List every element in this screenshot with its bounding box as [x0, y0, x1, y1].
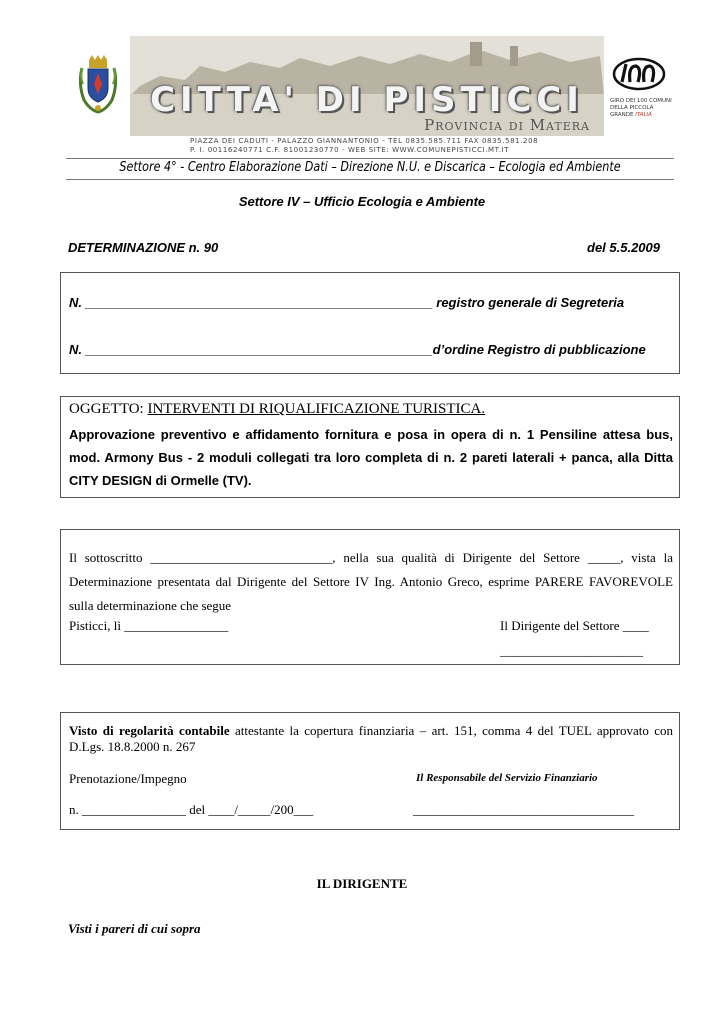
booking-label: Prenotazione/Impegno [69, 771, 187, 786]
accounting-box [60, 712, 680, 830]
header-top-rule [66, 158, 674, 159]
opinion-box [60, 529, 680, 665]
place-date-line: Pisticci, lì ________________ [69, 618, 229, 633]
opinion-text: Il sottoscritto ____________________________, nella sua qualità di Dirigente del Settore _____, vista la Determinazione presentata dal Dirigente del Settore IV Ing. Antonio Greco, esprime PARERE FAVOREVOLE sulla determinazione che segue [69, 550, 673, 613]
city-name-title: CITTA' DI PISTICCI [150, 80, 584, 120]
office-title: Settore IV – Ufficio Ecologia e Ambiente [238, 194, 486, 209]
subject-title: INTERVENTI DI RIQUALIFICAZIONE TURISTICA. [147, 401, 486, 417]
subject-label: OGGETTO: [69, 401, 144, 417]
finance-responsible-label: Il Responsabile del Servizio Finanziario [416, 772, 598, 784]
dirigente-title: IL DIRIGENTE [316, 876, 408, 891]
header-bottom-rule [66, 179, 674, 180]
badge-caption: GIRO DEI 100 COMUNI DELLA PICCOLA GRANDE ITALIA [610, 98, 672, 118]
registry-box [60, 272, 680, 374]
booking-number-line: n. ________________ del ____/_____/200___ [69, 802, 314, 817]
subject-body: Approvazione preventivo e affidamento fornitura e posa in opera di n. 1 Pensiline attesa bus, mod. Armony Bus - 2 moduli collegati tra loro completa di n. 2 pareti laterali + panca, alla Ditta CITY DESIGN di Ormelle (TV). [69, 427, 673, 488]
province-title: Provincia di Matera [424, 116, 590, 134]
signatory-label: Il Dirigente del Settore ____ [500, 618, 649, 633]
finance-signature-line: __________________________________ [413, 802, 634, 817]
signature-line: ______________________ [500, 643, 643, 658]
centenary-badge-logo [612, 56, 666, 92]
accounting-text [69, 723, 673, 755]
tax-and-website-line: P. I. 00116240771 C.F. 81001230770 - WEB SITE: WWW.COMUNEPISTICCI.MT.IT [190, 146, 510, 154]
city-crest-logo [74, 54, 122, 116]
accounting-lead: Visto di regolarità contabile [69, 723, 230, 738]
visti-line: Visti i pareri di cui sopra [68, 921, 201, 936]
city-banner [130, 36, 604, 136]
determination-number: DETERMINAZIONE n. 90 [68, 240, 219, 255]
subject-heading [69, 401, 485, 418]
general-register-line: N. ________________________________________________ registro generale di Segreteria [69, 295, 625, 310]
accounting-body: attestante la copertura finanziaria – art. 151, comma 4 del TUEL approvato con D.Lgs. 18.8.2000 n. 267 [69, 723, 673, 754]
sector-header: Settore 4° - Centro Elaborazione Dati – Direzione N.U. e Discarica – Ecologia ed Ambiente [119, 160, 621, 175]
subject-box [60, 396, 680, 498]
publication-register-line: N. ________________________________________________d’ordine Registro di pubblicazione [69, 342, 646, 357]
determination-date: del 5.5.2009 [587, 240, 660, 255]
address-line: PIAZZA DEI CADUTI - PALAZZO GIANNANTONIO - TEL 0835.585.711 FAX 0835.581.208 [190, 137, 539, 145]
